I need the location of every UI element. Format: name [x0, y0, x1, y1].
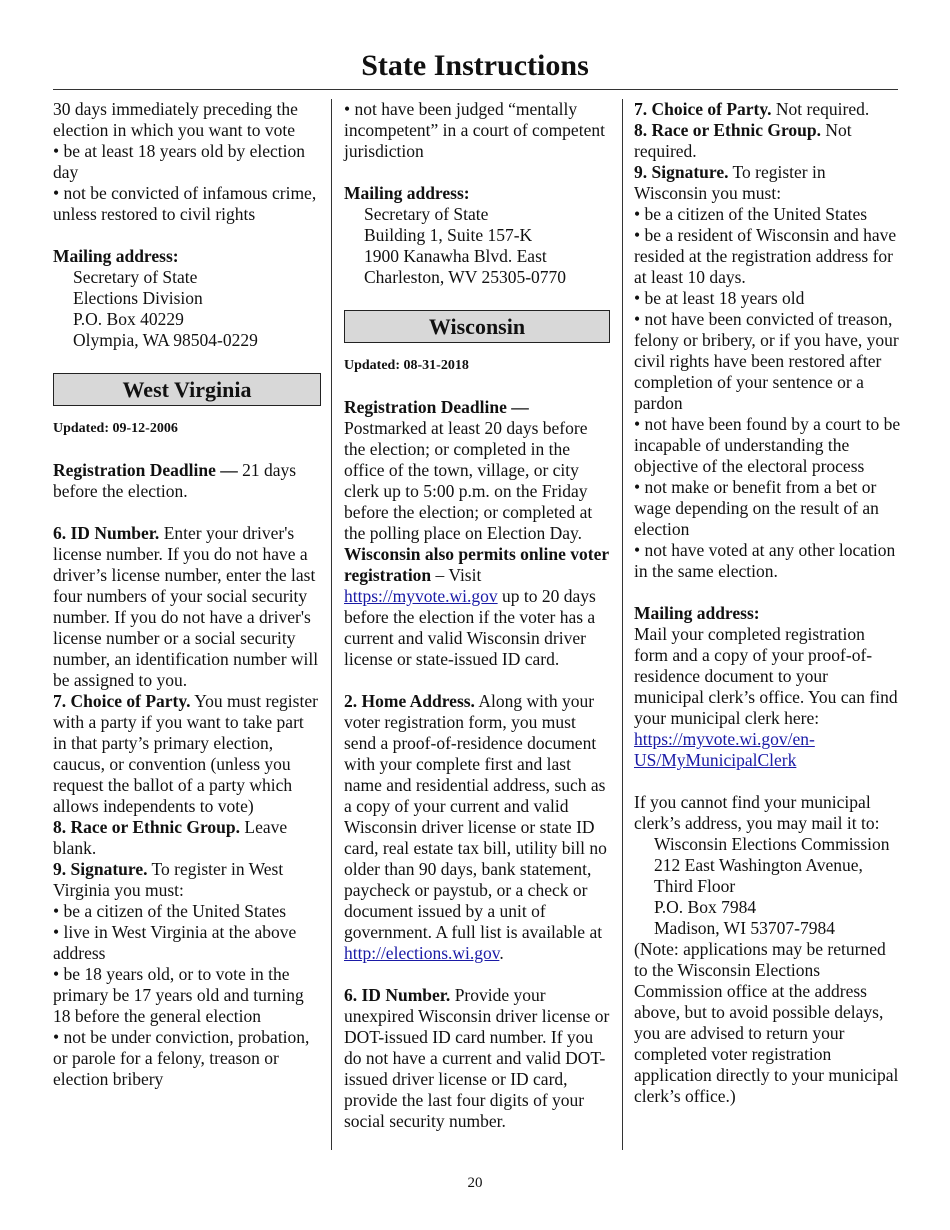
wi-note: (Note: applications may be returned to the Wisconsin Elections Commission office at the address above, but to avoid possible delays, you are advised to return your completed voter registration application directly to your municipal clerk’s office.): [634, 939, 899, 1106]
wisconsin-header: Wisconsin: [344, 310, 610, 343]
wi-home-address: 2. Home Address. Along with your voter registration form, you must send a proof-of-residence document with your complete first and last name and residential address, such as a copy of your current and valid Wisconsin driver license or state ID card, real estate tax bill, utility bill no older than 90 days, bank statement, paycheck or paystub, or a check or document issued by a unit of government. A full list is available at http://elections.wi.gov.: [344, 691, 607, 963]
wv-signature: 9. Signature. To register in West Virginia you must:: [53, 859, 284, 900]
wi-alt-address-line: Madison, WI 53707-7984: [654, 918, 835, 938]
column-divider-2: [622, 99, 623, 1150]
wv-mailing-line: Secretary of State: [364, 204, 489, 224]
wv-requirement-incompetent: • not have been judged “mentally incompetent” in a court of competent jurisdiction: [344, 99, 605, 161]
wa-mailing-line: Elections Division: [73, 288, 203, 308]
wi-mailing-label: Mailing address:: [634, 603, 760, 623]
wa-requirement-age: • be at least 18 years old by election day: [53, 141, 306, 182]
column-1: [53, 99, 321, 1090]
wa-mailing-line: P.O. Box 40229: [73, 309, 184, 329]
wi-requirement: • be at least 18 years old: [634, 288, 805, 308]
wi-choice-of-party: 7. Choice of Party. Not required.: [634, 99, 870, 119]
wi-deadline-label: Registration Deadline —: [344, 397, 529, 417]
wv-updated-date: Updated: 09-12-2006: [53, 421, 178, 436]
wv-deadline: Registration Deadline — 21 days before the election.: [53, 460, 297, 501]
wv-requirement-age: • be 18 years old, or to vote in the primary be 17 years old and turning 18 before the general election: [53, 964, 304, 1026]
wi-requirement: • not have been found by a court to be incapable of understanding the objective of the electoral process: [634, 414, 901, 476]
wi-requirement: • be a resident of Wisconsin and have resided at the registration address for at least 10 days.: [634, 225, 897, 287]
wv-mailing-line: Building 1, Suite 157-K: [364, 225, 533, 245]
wi-requirement: • not make or benefit from a bet or wage depending on the result of an election: [634, 477, 879, 539]
column-divider-1: [331, 99, 332, 1150]
municipal-clerk-link[interactable]: https://myvote.wi.gov/en-US/MyMunicipalClerk: [634, 729, 815, 770]
wi-race-ethnic: 8. Race or Ethnic Group. Not required.: [634, 120, 852, 161]
wv-race-ethnic: 8. Race or Ethnic Group. Leave blank.: [53, 817, 288, 858]
wv-choice-of-party: 7. Choice of Party. You must register with a party if you want to take part in that party’s primary election, caucus, or convention (unless you request the ballot of a party which allows independents to vote): [53, 691, 318, 816]
wa-requirement-crime: • not be convicted of infamous crime, unless restored to civil rights: [53, 183, 317, 224]
elections-link[interactable]: http://elections.wi.gov: [344, 943, 500, 963]
column-3: [634, 99, 902, 1107]
wi-signature: 9. Signature. To register in Wisconsin you must:: [634, 162, 826, 203]
wa-mailing-line: Secretary of State: [73, 267, 198, 287]
wa-mailing-line: Olympia, WA 98504-0229: [73, 330, 258, 350]
wi-requirement: • not have voted at any other location in the same election.: [634, 540, 896, 581]
title-divider: [53, 89, 898, 90]
wi-updated-date: Updated: 08-31-2018: [344, 358, 469, 373]
wv-id-number: 6. ID Number. Enter your driver's license number. If you do not have a driver’s license number, enter the last four numbers of your social security number. If you do not have a driver's license number or a social security number, an identification number will be assigned to you.: [53, 523, 319, 690]
wa-continued-line-2: election in which you want to vote: [53, 120, 296, 140]
column-2: [344, 99, 610, 1132]
wv-requirement-live: • live in West Virginia at the above address: [53, 922, 297, 963]
wi-alt-address-line: P.O. Box 7984: [654, 897, 757, 917]
wa-continued-line-1: 30 days immediately preceding the: [53, 99, 298, 119]
page-number: 20: [467, 1175, 483, 1191]
wi-deadline-text: Postmarked at least 20 days before the election; or completed in the office of the town, village, or city clerk up to 5:00 p.m. on the Friday before the election; or completed at the polling place on Election Day.: [344, 418, 593, 543]
wi-alt-address-line: 212 East Washington Avenue, Third Floor: [654, 855, 863, 896]
wv-requirement-conviction: • not be under conviction, probation, or parole for a felony, treason or election bribery: [53, 1027, 310, 1089]
wi-alt-address-intro: If you cannot find your municipal clerk’s address, you may mail it to:: [634, 792, 880, 833]
wv-mailing-label: Mailing address:: [344, 183, 470, 203]
wi-requirement: • be a citizen of the United States: [634, 204, 868, 224]
wi-alt-address-line: Wisconsin Elections Commission: [654, 834, 890, 854]
wv-mailing-line: 1900 Kanawha Blvd. East: [364, 246, 547, 266]
wi-requirement: • not have been convicted of treason, felony or bribery, or if you have, your civil rights have been restored after completion of your sentence or a pardon: [634, 309, 899, 413]
wv-mailing-line: Charleston, WV 25305-0770: [364, 267, 567, 287]
wv-requirement-citizen: • be a citizen of the United States: [53, 901, 287, 921]
wi-online-registration: Wisconsin also permits online voter registration – Visit https://myvote.wi.gov up to 20 days before the election if the voter has a current and valid Wisconsin driver license or state-issued ID card.: [344, 544, 609, 669]
west-virginia-header: West Virginia: [53, 373, 321, 406]
wi-id-number: 6. ID Number. Provide your unexpired Wisconsin driver license or DOT-issued ID card number. If you do not have a current and valid DOT-issued driver license or ID card, provide the last four digits of your social security number.: [344, 985, 610, 1131]
myvote-link[interactable]: https://myvote.wi.gov: [344, 586, 498, 606]
wa-mailing-label: Mailing address:: [53, 246, 179, 266]
page-title: State Instructions: [361, 49, 589, 82]
wi-mailing-text: Mail your completed registration form and a copy of your proof-of-residence document to your municipal clerk’s office. You can find your municipal clerk here: https://myvote.wi.gov/en-US/MyMunicipalClerk: [634, 624, 898, 770]
